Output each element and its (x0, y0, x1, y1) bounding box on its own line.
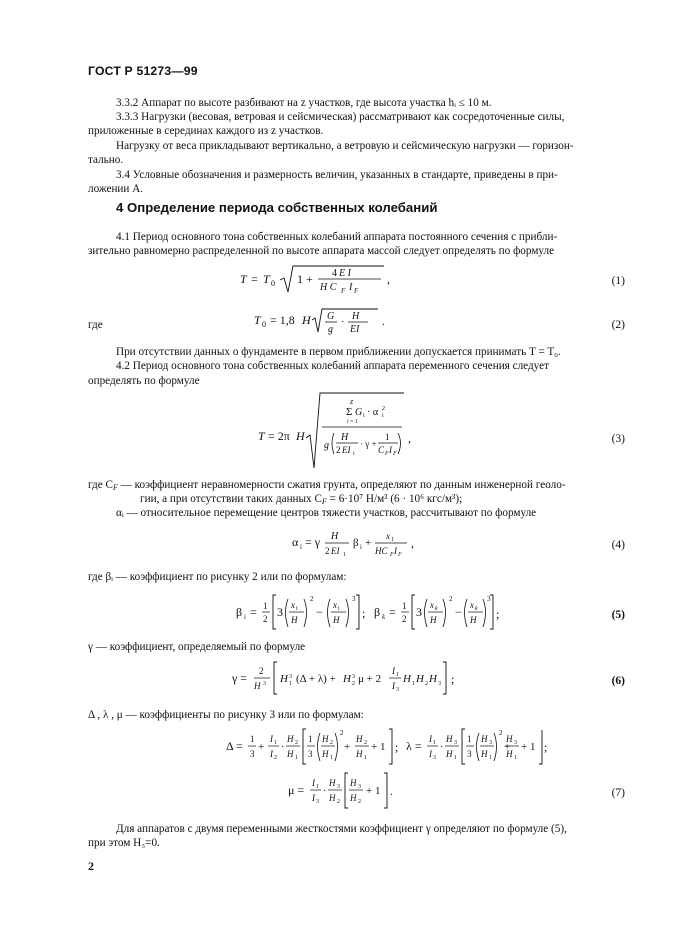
svg-text:3: 3 (358, 784, 361, 790)
svg-text:·: · (341, 317, 345, 328)
svg-text:H: H (506, 734, 513, 744)
svg-text:+: + (344, 741, 351, 753)
formula-4 (292, 526, 422, 562)
svg-text:H: H (331, 531, 339, 542)
svg-text:H: H (280, 673, 288, 685)
svg-text:F: F (385, 451, 389, 457)
svg-text:C: C (378, 445, 385, 455)
svg-text:z: z (350, 397, 354, 406)
svg-text:i: i (353, 451, 355, 457)
svg-text:β: β (236, 605, 243, 619)
svg-text:H: H (356, 734, 363, 744)
equation-number-6: (6) (611, 675, 625, 687)
para-3-4-line2: ложении А. (88, 183, 144, 195)
cf-default-text: гии, а при отсутствии таких данных C (140, 493, 322, 505)
svg-text:x: x (386, 531, 390, 541)
svg-text:4: 4 (332, 268, 337, 279)
svg-text:H C: H C (320, 282, 337, 293)
svg-text:1: 1 (343, 552, 346, 558)
para-3-3-3-line1: 3.3.3 Нагрузки (весовая, ветровая и сейсмическая) рассматривают как сосредоточенные силы, (116, 111, 565, 123)
formula-1 (240, 262, 410, 298)
svg-text:3: 3 (337, 784, 340, 790)
svg-text:2: 2 (382, 406, 385, 412)
svg-text:3: 3 (263, 681, 266, 687)
svg-text:F: F (390, 552, 394, 558)
svg-text:2: 2 (336, 445, 341, 455)
svg-text:I: I (394, 546, 397, 556)
svg-text:G: G (355, 407, 363, 418)
svg-text:2: 2 (310, 595, 314, 603)
svg-text:1: 1 (385, 432, 390, 442)
svg-text:·: · (440, 742, 444, 753)
para-beta-definition: где βᵢ — коэффициент по рисунку 2 или по формулам: (88, 571, 347, 583)
svg-text:2: 2 (402, 614, 407, 624)
svg-text:I: I (312, 778, 315, 788)
svg-text:.: . (382, 314, 385, 328)
svg-text:1: 1 (316, 784, 319, 790)
svg-text:2: 2 (263, 614, 268, 624)
svg-text:H: H (333, 615, 340, 625)
para-alpha-definition: αᵢ — относительное перемещение центров тяжести участков, рассчитывают по формуле (116, 507, 537, 519)
svg-text:i: i (300, 543, 302, 551)
svg-text:k: k (382, 613, 386, 621)
document-header: ГОСТ Р 51273—99 (88, 64, 198, 78)
svg-text:I: I (429, 749, 432, 759)
svg-text:i: i (363, 413, 365, 419)
svg-text:I: I (270, 734, 273, 744)
svg-text:α: α (292, 535, 299, 549)
svg-text:x: x (470, 600, 474, 610)
svg-text:3: 3 (467, 749, 472, 759)
formula-2 (254, 306, 394, 340)
svg-text:2: 2 (325, 546, 330, 556)
para-last-line1: Для аппаратов с двумя переменными жесткостями коэффициент γ определяют по формуле (5), (116, 823, 567, 835)
svg-text:3: 3 (316, 799, 319, 805)
svg-text:3: 3 (352, 674, 355, 680)
cf-definition: — коэффициент неравномерности сжатия грунта, определяют по данным инженерной геоло- (120, 479, 566, 491)
svg-text:3: 3 (454, 740, 457, 746)
svg-text:H: H (302, 313, 311, 327)
svg-text:μ =: μ = (288, 783, 305, 797)
svg-text:2: 2 (352, 681, 355, 687)
svg-text:1: 1 (396, 672, 399, 678)
svg-text:H: H (446, 749, 453, 759)
para-cf-line1: где CF — коэффициент неравномерности сжатия грунта, определяют по данным инженерной геоло- (88, 479, 566, 492)
svg-text:H: H (322, 749, 329, 759)
svg-text:2: 2 (425, 681, 428, 687)
section-4-title: 4 Определение периода собственных колебаний (116, 200, 438, 215)
equation-number-1: (1) (611, 275, 625, 287)
svg-text:F: F (341, 287, 346, 295)
svg-text:H: H (341, 432, 349, 443)
svg-text:(Δ + λ) +: (Δ + λ) + (296, 673, 336, 685)
svg-text:H: H (329, 778, 336, 788)
para-3-3-3-line2: приложенные в серединах каждого из z участков. (88, 125, 324, 137)
svg-text:1: 1 (467, 734, 472, 744)
svg-text:H: H (287, 734, 294, 744)
svg-text:1: 1 (391, 537, 394, 543)
svg-text:,: , (411, 536, 414, 550)
svg-text:1: 1 (295, 755, 298, 761)
svg-text:i: i (360, 543, 362, 551)
svg-text:x: x (430, 600, 434, 610)
svg-text:+: + (365, 537, 372, 549)
svg-text:k: k (475, 606, 478, 612)
svg-text:1: 1 (274, 740, 277, 746)
svg-text:H: H (350, 793, 357, 803)
svg-text:−: − (316, 605, 323, 619)
svg-text:;: ; (496, 607, 500, 621)
svg-text:γ =: γ = (232, 671, 248, 685)
svg-text:F: F (398, 552, 402, 558)
svg-text:H: H (343, 673, 351, 685)
svg-text:3: 3 (277, 605, 283, 619)
svg-text:2: 2 (274, 755, 277, 761)
svg-text:+ 1: + 1 (371, 741, 386, 753)
svg-text:2: 2 (259, 666, 264, 676)
svg-text:x: x (291, 600, 295, 610)
para-3-3-2: 3.3.2 Аппарат по высоте разбивают на z участков, где высота участка hᵢ ≤ 10 м. (116, 97, 492, 109)
svg-text:3: 3 (514, 740, 517, 746)
svg-text:3: 3 (438, 681, 441, 687)
svg-text:H: H (356, 749, 363, 759)
svg-text:· γ +: · γ + (360, 439, 377, 449)
para-4-1-no-foundation: При отсутствии данных о фундаменте в первом приближении допускается принимать T = T₀. (116, 346, 561, 358)
svg-text:H: H (481, 734, 488, 744)
svg-text:H: H (322, 734, 329, 744)
svg-text:3: 3 (308, 749, 313, 759)
svg-text:1: 1 (489, 755, 492, 761)
svg-text:;: ; (451, 672, 455, 686)
svg-text:k: k (435, 606, 438, 612)
svg-text:· α: · α (367, 407, 379, 418)
svg-text:2: 2 (449, 595, 453, 603)
svg-text:H: H (350, 778, 357, 788)
svg-text:HC: HC (375, 546, 388, 556)
para-4-2-line1: 4.2 Период основного тона собственных колебаний аппарата переменного сечения следует (116, 360, 549, 372)
svg-text:F: F (393, 451, 397, 457)
equation-number-4: (4) (611, 539, 625, 551)
svg-text:1: 1 (289, 681, 292, 687)
para-last-line2: при этом H₃=0. (88, 837, 160, 849)
svg-text:;: ; (362, 606, 366, 620)
svg-text:0: 0 (262, 320, 266, 329)
svg-text:,: , (387, 272, 390, 286)
svg-text:H: H (254, 681, 261, 691)
svg-text:g: g (328, 324, 333, 335)
para-4-1-line1: 4.1 Период основного тона собственных колебаний аппарата постоянного сечения с прибли- (116, 231, 558, 243)
svg-text:1: 1 (263, 601, 268, 611)
svg-text:2: 2 (358, 799, 361, 805)
svg-text:1: 1 (364, 755, 367, 761)
svg-text:1: 1 (250, 734, 255, 744)
svg-text:+: + (504, 741, 511, 753)
svg-text:1: 1 (514, 755, 517, 761)
svg-text:=: = (389, 605, 396, 619)
cf-label: где C (88, 479, 113, 491)
svg-text:T: T (258, 429, 265, 443)
svg-text:,: , (408, 431, 411, 445)
svg-text:H: H (481, 749, 488, 759)
svg-text:+: + (258, 741, 265, 753)
svg-text:Δ =: Δ = (226, 739, 243, 753)
svg-text:H: H (352, 311, 360, 322)
svg-text:1: 1 (454, 755, 457, 761)
svg-text:3: 3 (489, 740, 492, 746)
svg-text:i: i (244, 613, 246, 621)
svg-text:I: I (392, 681, 395, 691)
svg-text:= 1: = 1 (350, 419, 358, 425)
svg-text:H: H (329, 793, 336, 803)
svg-text:2: 2 (364, 740, 367, 746)
formula-7-line2 (288, 770, 398, 812)
equation-number-2: (2) (611, 319, 625, 331)
svg-text:Σ: Σ (346, 406, 353, 418)
svg-text:1: 1 (412, 681, 415, 687)
para-4-2-line2: определять по формуле (88, 375, 200, 387)
svg-text:H: H (287, 749, 294, 759)
svg-text:3: 3 (396, 687, 399, 693)
svg-text:2: 2 (295, 740, 298, 746)
page-number: 2 (88, 859, 94, 873)
formula-5-semicolon (496, 606, 506, 622)
svg-text:= 2π: = 2π (268, 429, 290, 443)
svg-text:i: i (296, 606, 298, 612)
svg-text:=: = (251, 272, 258, 286)
svg-text:G: G (327, 311, 335, 322)
svg-text:I: I (312, 793, 315, 803)
svg-text:i: i (382, 413, 384, 419)
para-4-1-line2: зительно равномерно распределенной по высоте аппарата массой следует определять по формуле (88, 245, 555, 257)
formula-3 (258, 390, 423, 476)
svg-text:H: H (470, 615, 477, 625)
formula-5 (236, 590, 496, 634)
svg-text:β: β (353, 537, 359, 549)
svg-text:EI: EI (342, 445, 351, 455)
svg-text:H: H (296, 429, 305, 443)
svg-text:I: I (349, 282, 353, 293)
formula-7-line1-tail (504, 730, 554, 770)
svg-text:I: I (270, 749, 273, 759)
svg-text:I: I (392, 666, 395, 676)
svg-text:+ 1: + 1 (521, 741, 536, 753)
svg-text:λ =: λ = (406, 739, 422, 753)
para-gamma-definition: γ — коэффициент, определяемый по формуле (88, 641, 306, 653)
svg-text:= γ: = γ (305, 535, 321, 549)
svg-text:2: 2 (337, 799, 340, 805)
svg-text:·: · (281, 742, 285, 753)
svg-text:T: T (263, 272, 270, 286)
svg-text:1: 1 (308, 734, 313, 744)
svg-text:3: 3 (433, 755, 436, 761)
where-label-1: где (88, 319, 103, 331)
svg-text:;: ; (544, 740, 548, 754)
svg-text:3: 3 (250, 749, 255, 759)
svg-text:1: 1 (402, 601, 407, 611)
svg-text:−: − (455, 605, 462, 619)
equation-number-3: (3) (611, 433, 625, 445)
svg-text:i: i (347, 419, 349, 425)
svg-text:=: = (250, 605, 257, 619)
cf-default-value: = 6·10⁷ Н/м³ (6 · 10⁶ кгс/м³); (326, 493, 463, 505)
svg-text:H: H (403, 673, 411, 685)
svg-text:x: x (333, 600, 337, 610)
svg-text:·: · (323, 786, 327, 797)
svg-text:3: 3 (289, 674, 292, 680)
svg-text:H: H (416, 673, 424, 685)
svg-text:3: 3 (487, 595, 491, 603)
svg-text:T: T (240, 272, 247, 286)
svg-text:g: g (324, 440, 329, 451)
formula-7-line1 (226, 724, 516, 770)
svg-text:1 +: 1 + (297, 272, 313, 286)
svg-text:3: 3 (416, 605, 422, 619)
svg-text:;: ; (395, 740, 399, 754)
svg-text:EI: EI (331, 546, 340, 556)
svg-text:H: H (429, 673, 437, 685)
svg-text:H: H (506, 749, 513, 759)
para-delta-lambda-mu: Δ , λ , μ — коэффициенты по рисунку 3 или по формулам: (88, 709, 364, 721)
svg-text:β: β (374, 605, 381, 619)
svg-text:H: H (446, 734, 453, 744)
svg-text:T: T (254, 313, 261, 327)
equation-number-7: (7) (611, 787, 625, 799)
svg-text:0: 0 (271, 279, 275, 288)
svg-text:H: H (430, 615, 437, 625)
svg-text:I: I (429, 734, 432, 744)
svg-text:1: 1 (433, 740, 436, 746)
formula-6 (232, 658, 462, 700)
svg-text:2: 2 (330, 740, 333, 746)
svg-text:2: 2 (499, 729, 503, 737)
svg-text:H: H (291, 615, 298, 625)
svg-text:EI: EI (350, 324, 360, 335)
svg-text:1: 1 (330, 755, 333, 761)
para-3-4-line1: 3.4 Условные обозначения и размерность величин, указанных в стандарте, приведены в при- (116, 169, 558, 181)
svg-text:E I: E I (339, 268, 351, 279)
svg-text:+ 1: + 1 (366, 785, 381, 797)
para-3-3-3-line4: тально. (88, 154, 124, 166)
para-cf-line2: гии, а при отсутствии таких данных CF = 6·10⁷ Н/м³ (6 · 10⁶ кгс/м³); (140, 493, 463, 506)
svg-text:.: . (390, 784, 393, 798)
svg-text:i: i (338, 606, 340, 612)
svg-text:I: I (389, 445, 392, 455)
svg-text:μ + 2: μ + 2 (358, 673, 382, 685)
svg-text:F: F (354, 287, 359, 295)
para-3-3-3-line3: Нагрузку от веса прикладывают вертикально, а ветровую и сейсмическую нагрузки — горизон- (116, 140, 574, 152)
svg-text:= 1,8: = 1,8 (270, 313, 295, 327)
svg-text:3: 3 (352, 595, 356, 603)
svg-text:2: 2 (340, 729, 344, 737)
equation-number-5: (5) (611, 609, 625, 621)
